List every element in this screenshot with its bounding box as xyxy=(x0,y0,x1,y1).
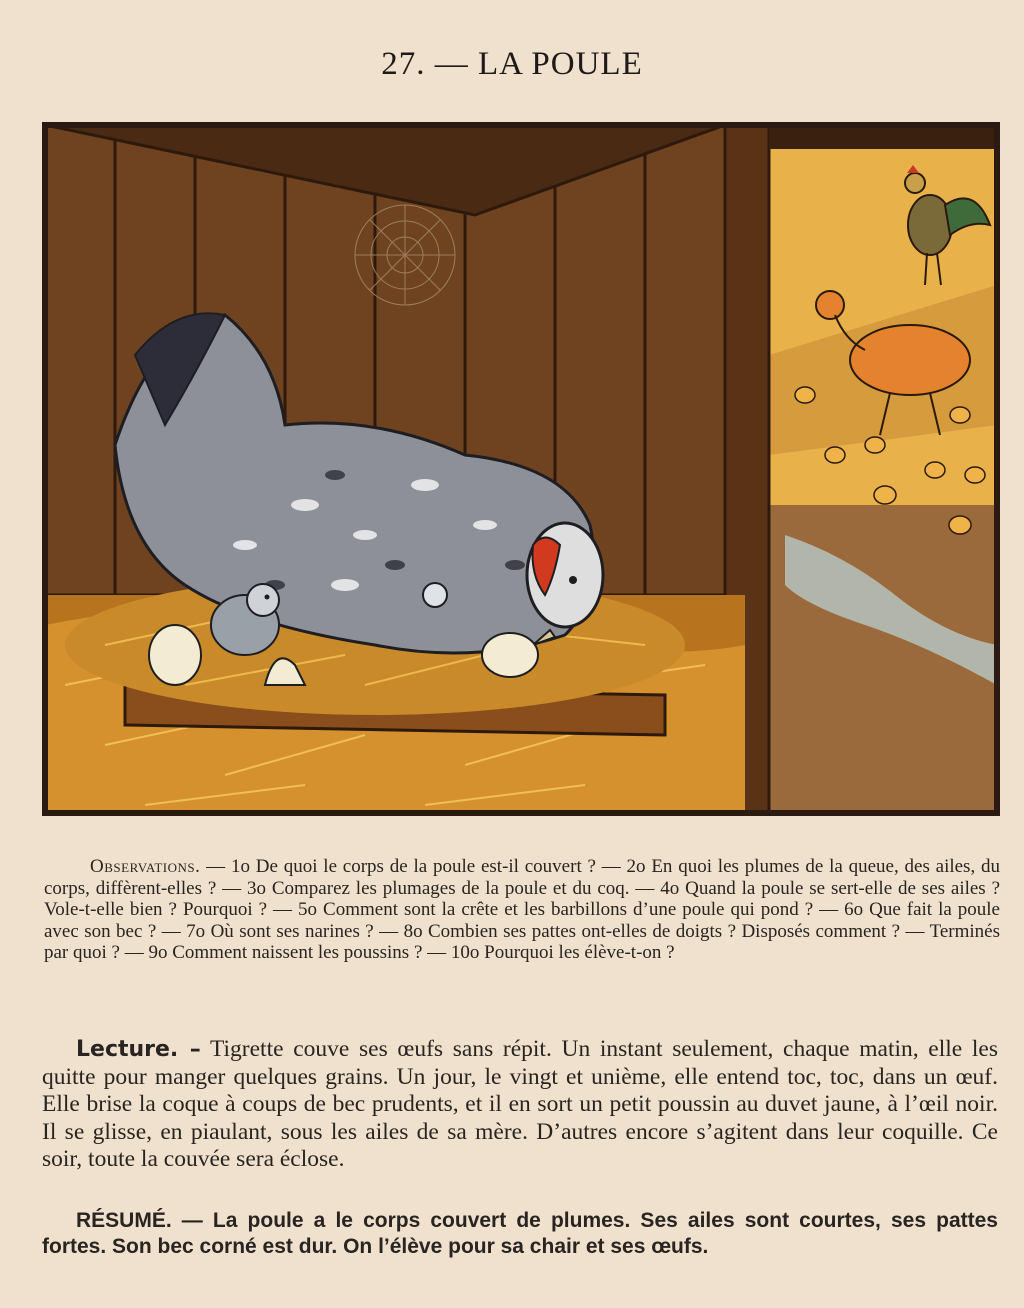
resume-text: La poule a le corps couvert de plumes. Ses ailes sont courtes, ses pattes fortes. Son bec corné est dur. On l’élève pour sa chair et ses œufs. xyxy=(42,1209,998,1258)
resume-paragraph xyxy=(42,1208,998,1260)
observations-paragraph xyxy=(44,856,1000,964)
lecture-text: Tigrette couve ses œufs sans répit. Un instant seulement, chaque matin, elle les quitte pour manger quelques grains. Un jour, le vingt et unième, elle entend toc, toc, dans un œuf. Elle brise la coque à coups de bec prudents, et il en sort un petit poussin au duvet jaune, à l’œil noir. Il se glisse, en piaulant, sous les ailes de sa mère. D’autres encore s’agitent dans leur coquille. Ce soir, toute la couvée sera éclose. xyxy=(42,1036,998,1172)
illustration-hen-brooding xyxy=(42,122,1000,816)
doorway-yard xyxy=(769,145,997,813)
page-title: 27. — LA POULE xyxy=(381,46,643,82)
door-lintel xyxy=(769,125,997,149)
lecture-paragraph xyxy=(42,1036,998,1174)
observations-label: Observations. xyxy=(90,856,201,877)
illustration-svg xyxy=(45,125,997,813)
spider-web xyxy=(355,205,455,305)
resume-label: RÉSUMÉ. — xyxy=(76,1209,203,1232)
observations-text: — 1o De quoi le corps de la poule est-il couvert ? — 2o En quoi les plumes de la queue, des ailes, du corps, diffèrent-elles ? — 3o Comparez les plumages de la poule et du coq. — 4o Quand la poule se sert-elle de ses ailes ? Vole-t-elle bien ? Pourquoi ? — 5o Comment sont la crête et les barbillons d’une poule qui pond ? — 6o Que fait la poule avec son bec ? — 7o Où sont ses narines ? — 8o Combien ses pattes ont-elles de doigts ? Disposés comment ? — Terminés par quoi ? — 9o Comment naissent les poussins ? — 10o Pourquoi les élève-t-on ? xyxy=(44,856,1000,963)
lecture-label: Lecture. – xyxy=(76,1037,201,1062)
